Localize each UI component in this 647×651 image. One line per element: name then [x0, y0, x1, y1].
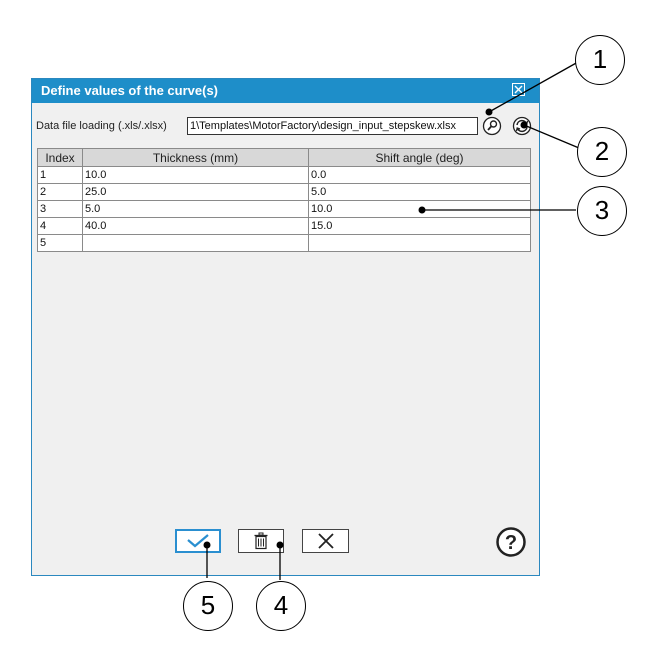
- dialog-title: Define values of the curve(s): [41, 83, 218, 98]
- cell-index: 1: [38, 167, 83, 184]
- cell-shift-angle[interactable]: 0.0: [309, 167, 531, 184]
- cell-index: 3: [38, 201, 83, 218]
- cell-index: 5: [38, 235, 83, 252]
- svg-text:?: ?: [504, 532, 518, 554]
- cell-index: 4: [38, 218, 83, 235]
- header-thickness[interactable]: Thickness (mm): [83, 149, 309, 167]
- file-loading-label: Data file loading (.xls/.xlsx): [36, 120, 167, 132]
- cell-shift-angle[interactable]: 10.0: [309, 201, 531, 218]
- callout-2: 2: [577, 127, 627, 177]
- callout-5: 5: [183, 581, 233, 631]
- cell-shift-angle[interactable]: 15.0: [309, 218, 531, 235]
- file-path-field[interactable]: 1\Templates\MotorFactory\design_input_stepskew.xlsx: [187, 117, 478, 135]
- header-index[interactable]: Index: [38, 149, 83, 167]
- callout-3: 3: [577, 186, 627, 236]
- cell-thickness[interactable]: 10.0: [83, 167, 309, 184]
- cell-thickness[interactable]: 25.0: [83, 184, 309, 201]
- cell-thickness[interactable]: 5.0: [83, 201, 309, 218]
- callout-4: 4: [256, 581, 306, 631]
- callout-1: 1: [575, 35, 625, 85]
- cell-shift-angle[interactable]: 5.0: [309, 184, 531, 201]
- cell-thickness[interactable]: 40.0: [83, 218, 309, 235]
- header-shift-angle[interactable]: Shift angle (deg): [309, 149, 531, 167]
- cell-index: 2: [38, 184, 83, 201]
